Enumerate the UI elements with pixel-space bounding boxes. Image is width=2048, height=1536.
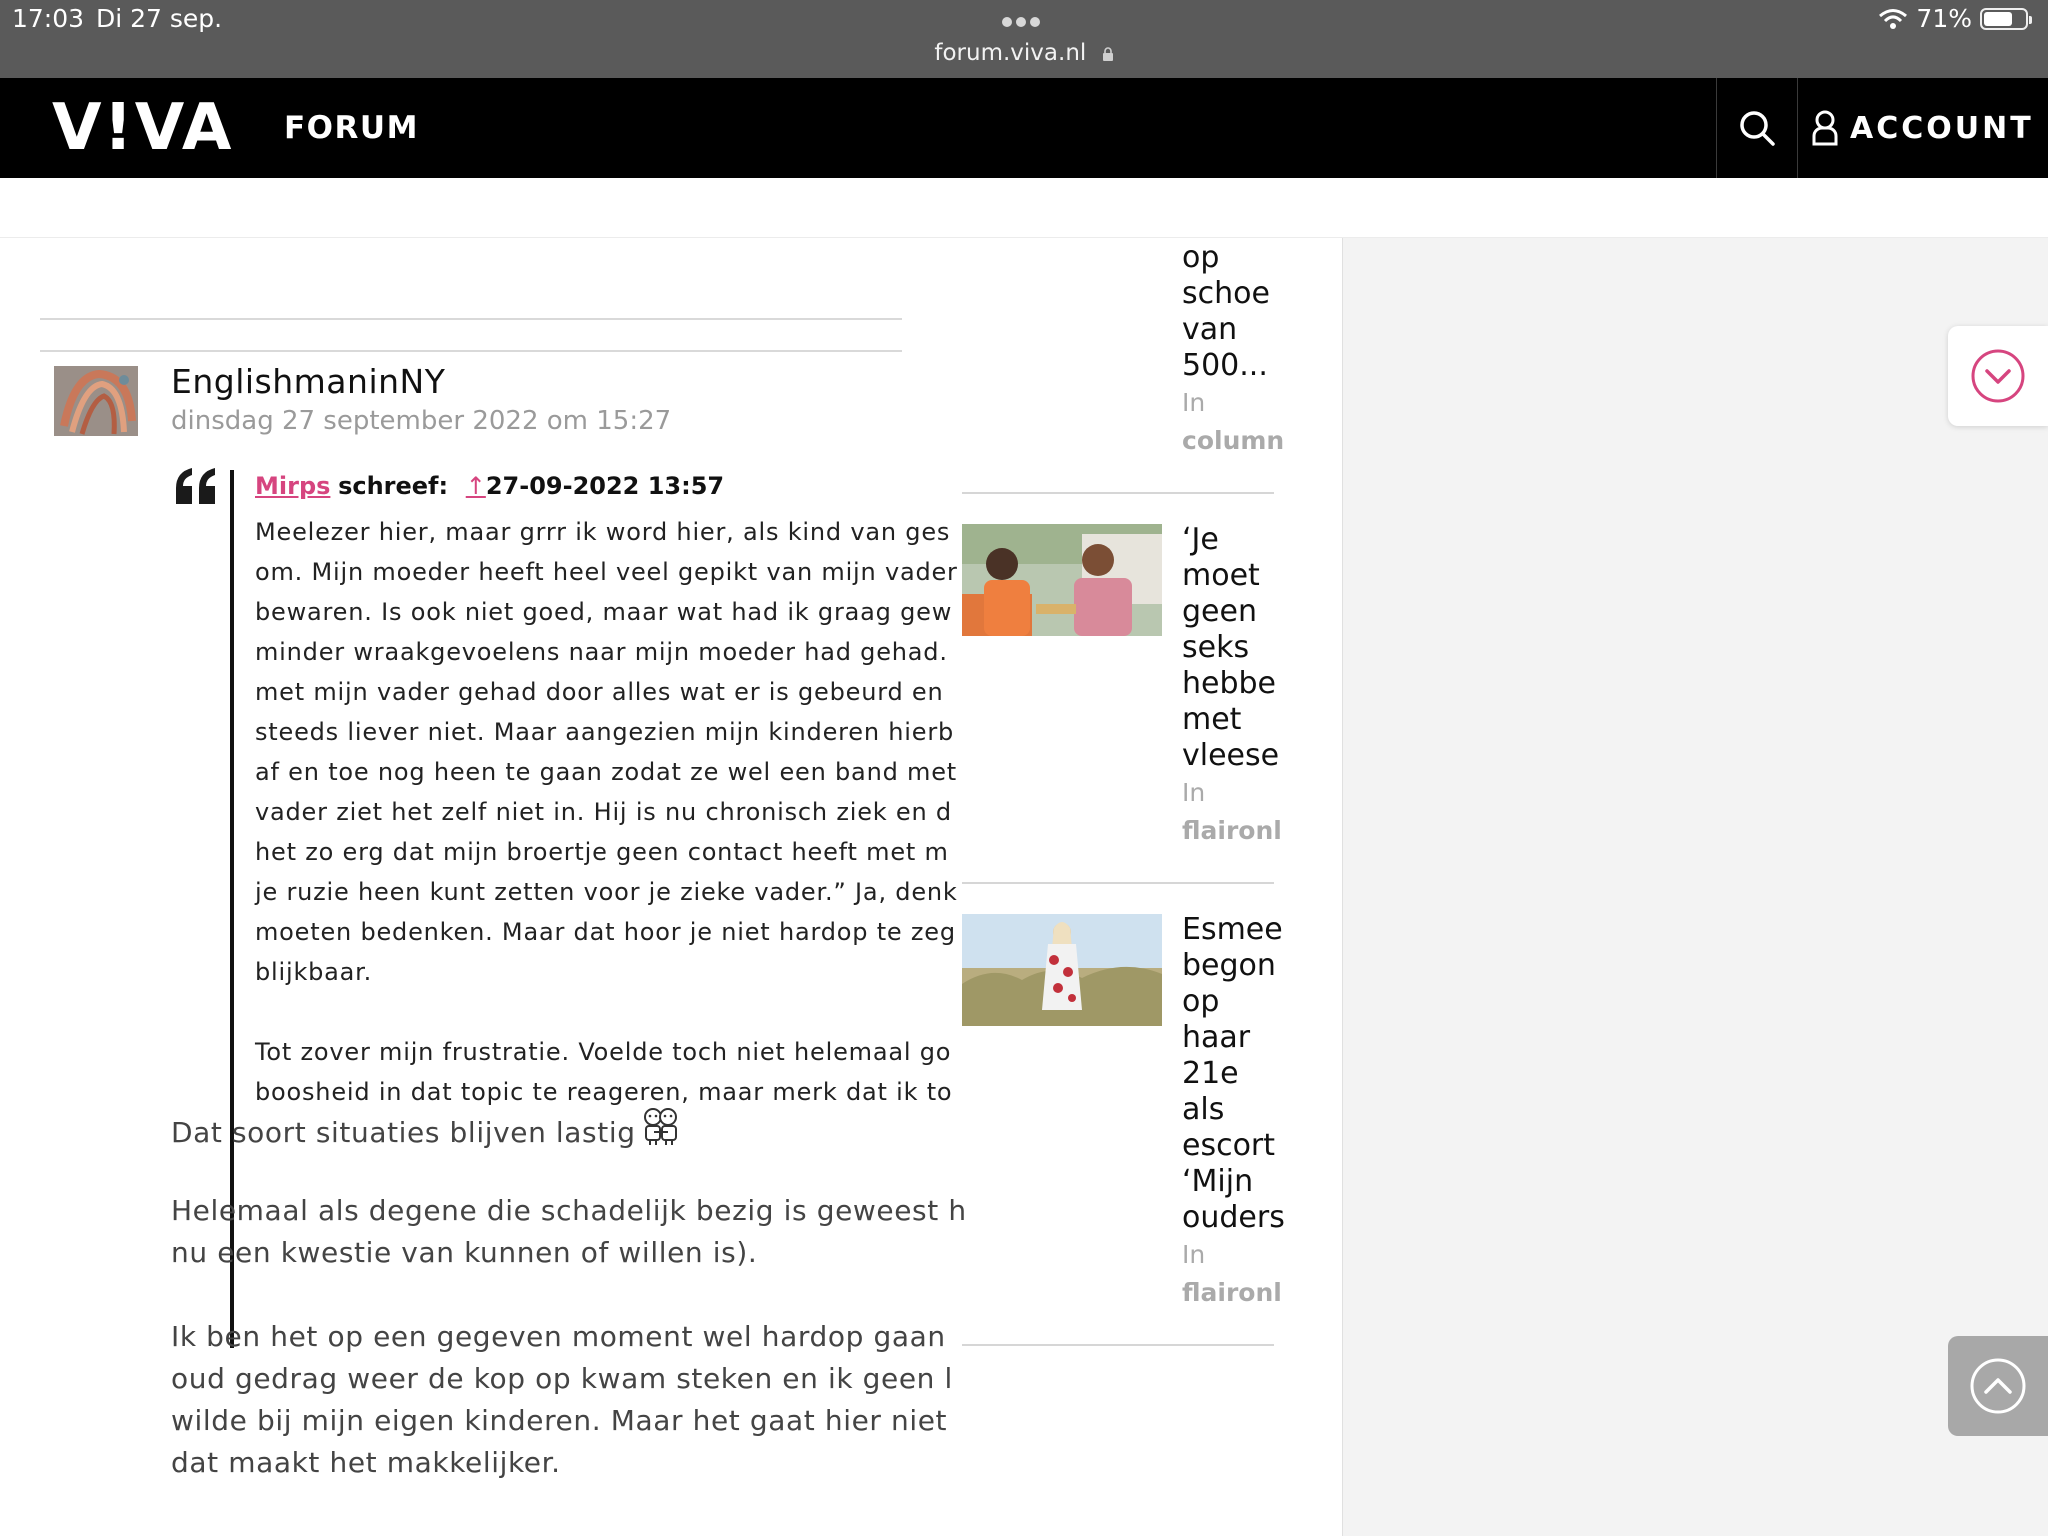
divider bbox=[962, 1344, 1274, 1346]
quote-body bbox=[255, 512, 958, 1112]
viva-logo[interactable]: V!VA bbox=[52, 91, 234, 165]
quote-line: minder wraakgevoelens naar mijn moeder had gehad. bbox=[255, 638, 948, 666]
divider bbox=[40, 318, 902, 320]
site-header bbox=[0, 78, 2048, 178]
expand-button[interactable] bbox=[1948, 326, 2048, 426]
related-category[interactable]: column bbox=[1182, 426, 1285, 455]
nav-forum-link[interactable]: FORUM bbox=[284, 110, 419, 146]
quote-line: steeds liever niet. Maar aangezien mijn kinderen hierb bbox=[255, 718, 955, 746]
quote-line: blijkbaar. bbox=[255, 958, 373, 986]
quote-line: om. Mijn moeder heeft heel veel gepikt van mijn vader bbox=[255, 558, 958, 586]
tab-options-dots-icon[interactable] bbox=[1002, 14, 1046, 26]
related-article-2[interactable]: ‘Je moet geen seks hebbe met vleese In flaironl bbox=[1182, 522, 1274, 850]
related-in-label: In bbox=[1182, 388, 1206, 417]
quote-line: Meelezer hier, maar grrr ik word hier, als kind van ges bbox=[255, 518, 951, 546]
reply-line: Helemaal als degene die schadelijk bezig is geweest h bbox=[171, 1194, 967, 1227]
quote-header bbox=[255, 472, 724, 500]
quote-icon bbox=[174, 466, 218, 506]
post-date: dinsdag 27 september 2022 om 15:27 bbox=[171, 406, 672, 436]
related-articles bbox=[962, 238, 1285, 1536]
status-date: Di 27 sep. bbox=[96, 4, 223, 33]
avatar[interactable] bbox=[54, 366, 138, 436]
quote-label: schreef: bbox=[338, 472, 449, 500]
divider bbox=[962, 882, 1274, 884]
quote-line: bewaren. Is ook niet goed, maar wat had ik graag gew bbox=[255, 598, 953, 626]
chevron-down-circle-icon bbox=[1970, 348, 2026, 404]
battery-percentage: 71% bbox=[1916, 4, 1972, 33]
address-url: forum.viva.nl bbox=[934, 40, 1087, 66]
reply-line: Ik ben het op een gegeven moment wel hardop gaan bbox=[171, 1320, 946, 1353]
address-bar[interactable] bbox=[0, 40, 2048, 66]
reply-line: wilde bij mijn eigen kinderen. Maar het gaat hier niet bbox=[171, 1404, 948, 1437]
reply-line: nu een kwestie van kunnen of willen is). bbox=[171, 1236, 758, 1269]
account-button[interactable] bbox=[1798, 78, 2048, 178]
quote-line: met mijn vader gehad door alles wat er is gebeurd en bbox=[255, 678, 944, 706]
account-label: ACCOUNT bbox=[1850, 110, 2034, 146]
status-time: 17:03 bbox=[12, 4, 85, 33]
related-article-2-image[interactable] bbox=[962, 524, 1162, 636]
subheader-strip bbox=[0, 178, 2048, 238]
related-article-1[interactable]: op schoe van 500... In column bbox=[1182, 240, 1274, 460]
scroll-to-top-button[interactable] bbox=[1948, 1336, 2048, 1436]
reply-line: Dat soort situaties blijven lastig bbox=[171, 1106, 903, 1152]
quote-line: vader ziet het zelf niet in. Hij is nu chronisch ziek en d bbox=[255, 798, 952, 826]
related-category[interactable]: flaironl bbox=[1182, 816, 1282, 845]
related-in-label: In bbox=[1182, 1240, 1206, 1269]
related-category[interactable]: flaironl bbox=[1182, 1278, 1282, 1307]
related-article-3-image[interactable] bbox=[962, 914, 1162, 1026]
chevron-up-circle-icon bbox=[1969, 1357, 2027, 1415]
quote-line: het zo erg dat mijn broertje geen contact heeft met m bbox=[255, 838, 949, 866]
reply-line: oud gedrag weer de kop op kwam steken en ik geen l bbox=[171, 1362, 953, 1395]
search-button[interactable] bbox=[1716, 78, 1798, 178]
search-icon bbox=[1738, 109, 1776, 147]
post-author[interactable]: EnglishmaninNY bbox=[171, 362, 446, 401]
post-body bbox=[171, 1106, 967, 1484]
status-right bbox=[1878, 4, 2028, 33]
hug-emoji-icon bbox=[642, 1106, 680, 1146]
divider bbox=[40, 350, 902, 352]
forum-post bbox=[0, 238, 967, 1536]
right-sidebar-area bbox=[1342, 238, 2048, 1536]
reply-line: dat maakt het makkelijker. bbox=[171, 1446, 561, 1479]
lock-icon bbox=[1102, 47, 1114, 61]
related-in-label: In bbox=[1182, 778, 1206, 807]
jump-to-quote-link[interactable]: ↑ bbox=[465, 472, 486, 500]
wifi-icon bbox=[1878, 8, 1908, 30]
quote-date: 27-09-2022 13:57 bbox=[485, 472, 725, 500]
quoted-user-link[interactable]: Mirps bbox=[255, 472, 331, 500]
related-article-3[interactable]: Esmee begon op haar 21e als escort ‘Mijn ouders In flaironl bbox=[1182, 912, 1274, 1312]
quote-line: af en toe nog heen te gaan zodat ze wel een band met bbox=[255, 758, 957, 786]
quote-line: Tot zover mijn frustratie. Voelde toch niet helemaal go bbox=[255, 1038, 952, 1066]
divider bbox=[962, 492, 1274, 494]
safari-status-bar bbox=[0, 0, 2048, 78]
main-content bbox=[0, 238, 1342, 1536]
quote-line: boosheid in dat topic te reageren, maar merk dat ik to bbox=[255, 1078, 953, 1106]
battery-icon bbox=[1980, 8, 2028, 30]
user-icon bbox=[1812, 110, 1838, 146]
quote-line: je ruzie heen kunt zetten voor je zieke vader.” Ja, denk bbox=[255, 878, 958, 906]
quote-line: moeten bedenken. Maar dat hoor je niet hardop te zeg bbox=[255, 918, 956, 946]
